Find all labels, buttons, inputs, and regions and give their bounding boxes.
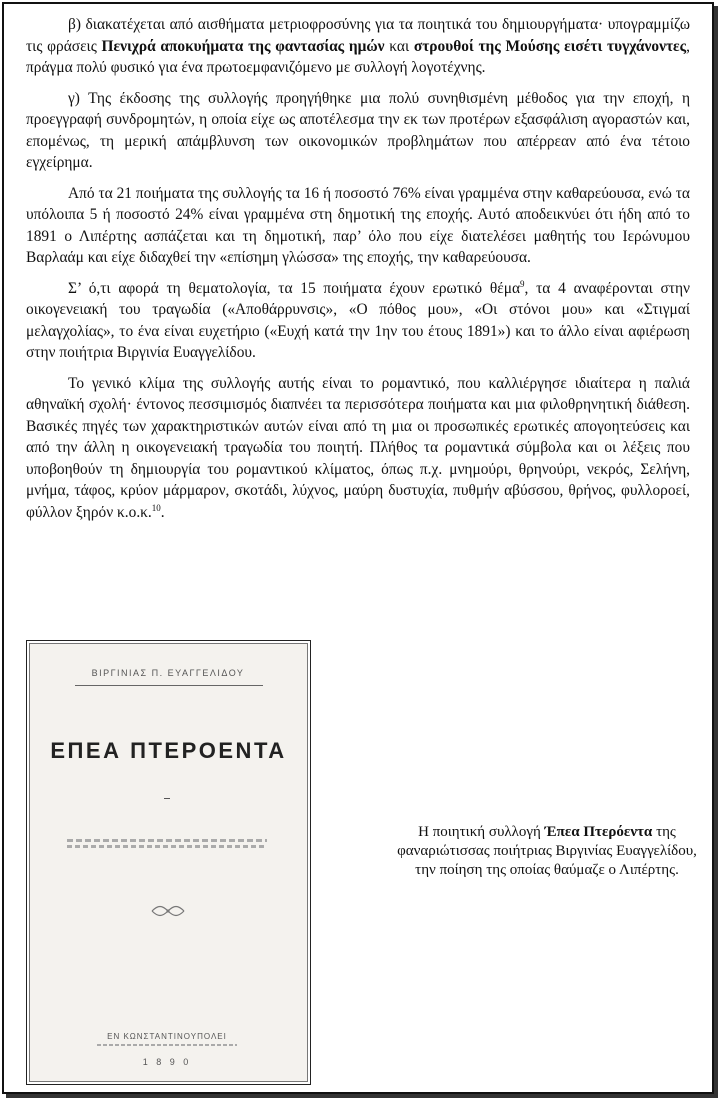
- quoted-phrase-2: στρουθοί της Μούσης εισέτι τυγχάνοντες: [413, 37, 687, 55]
- paragraph-gamma: γ) Της έκδοσης της συλλογής προηγήθηκε μια πολύ συνηθισμένη μέθοδος για την εποχή, η προεγγραφή συνδρομητών, η οποία είχε ως αποτέλεσμα την εκ των προτέρων εξασφάλιση αγοραστών και, επομένως, τη μερική απάμβλυνση των οικονομικών προβλημάτων που απέρρεαν από ένα τέτοιο εγχείρημα.: [26, 89, 690, 171]
- paragraph-climate: Το γενικό κλίμα της συλλογής αυτής είναι το ρομαντικό, που καλλιέργησε ιδιαίτερα η παλιά αθηναϊκή σχολή· έντονος πεσσιμισμός διαπνέει τα περισσότερα ποιήματα και μια φιλοθρηνητική διάθεση. Βασικές πηγές των χαρακτηριστικών αυτών είναι από τη μια οι προσωπικές ερωτικές απογοητεύσεις και από την άλλη η οικογενειακή τραγωδία του ποιητή. Πλήθος τα ρομαντικά σύμβολα και οι λέξεις που υποβοηθούν τη δημιουργία του ρομαντικού κλίματος, όπως π.χ. μνημούρι, θρηνούρι, νεκρός, Σελήνη, μνήμα, τάφος, κρύον μάρμαρον, σκοτάδι, λύχνος, μαύρη δυστυχία, πυθμήν αβύσσου, θρήνος, φυλλοροεί, φύλλον ξηρόν κ.ο.κ.$^{10}$.: [26, 374, 690, 521]
- paragraph-beta: β) διακατέχεται από αισθήματα μετριοφροσύνης για τα ποιητικά του δημιουργήματα· υπογραμμίζω τις φράσεις Πενιχρά αποκυήματα της φαντασίας ημών και στρουθοί της Μούσης εισέτι τυγχάνοντες, πράγμα πολύ φυσικό για ένα πρωτοεμφανιζόμενο με συλλογή λογοτέχνης.: [26, 16, 690, 76]
- page: [2, 2, 714, 1094]
- book-author: ΒΙΡΓΙΝΙΑΣ Π. ΕΥΑΓΓΕΛΙΔΟΥ: [91, 668, 245, 678]
- ornament-icon: [148, 903, 188, 919]
- body-text: [26, 14, 690, 532]
- book-cover-image: [26, 640, 311, 1085]
- quoted-phrase-1: Πενιχρά αποκυήματα της φαντασίας ημών: [101, 37, 385, 55]
- cover-subtitle-illegible: [67, 836, 267, 851]
- caption-book-title: Έπεα Πτερόεντα: [544, 824, 653, 840]
- footnote-ref-9[interactable]: 9: [520, 278, 525, 289]
- footnote-ref-10[interactable]: 10: [151, 502, 161, 513]
- figure-caption: Η ποιητική συλλογή Έπεα Πτερόεντα της φαναριώτισσας ποιήτριας Βιργινίας Ευαγγελίδου, την ποίηση της οποίας θαύμαζε ο Λιπέρτης.: [397, 824, 697, 878]
- paragraph-themes: Σ’ ό,τι αφορά τη θεματολογία, τα 15 ποιήματα έχουν ερωτικό θέμα$^9$, τα 4 αναφέρονται στην οικογενειακή του τραγωδία («Αποθάρρυνσις», «Ο πόθος μου», «Οι στόνοι μου» και «Στιγμαί μελαγχολίας», το ένα είναι ευχετήριο («Ευχή κατά την 1ην του έτους 1891») και το άλλο είναι αφιέρωση στην ποιήτρια Βιργινία Ευαγγελίδου.: [26, 278, 690, 361]
- paragraph-language: Από τα 21 ποιήματα της συλλογής τα 16 ή ποσοστό 76% είναι γραμμένα στην καθαρεύουσα, ενώ τα υπόλοιπα 5 ή ποσοστό 24% είναι γραμμένα στη δημοτική της εποχής. Αυτό αποδεικνύει ότι ήδη από το 1891 ο Λιπέρτης ασπάζεται και τη δημοτική, παρ’ όλο που είχε διατελέσει μαθητής του Ιερώνυμου Βαρλαάμ και είχε διδαχθεί την «επίσημη γλώσσα» της εποχής, την καθαρεύουσα.: [26, 184, 690, 266]
- book-year: 1 8 9 0: [142, 1057, 192, 1067]
- book-publisher-illegible: [67, 1042, 267, 1048]
- cover-dash: [164, 798, 170, 799]
- book-title: ΕΠΕΑ ΠΤΕΡΟΕΝΤΑ: [50, 738, 287, 763]
- cover-rule: [75, 685, 263, 686]
- book-place: ΕΝ ΚΩΝΣΤΑΝΤΙΝΟΥΠΟΛΕΙ: [107, 1032, 227, 1041]
